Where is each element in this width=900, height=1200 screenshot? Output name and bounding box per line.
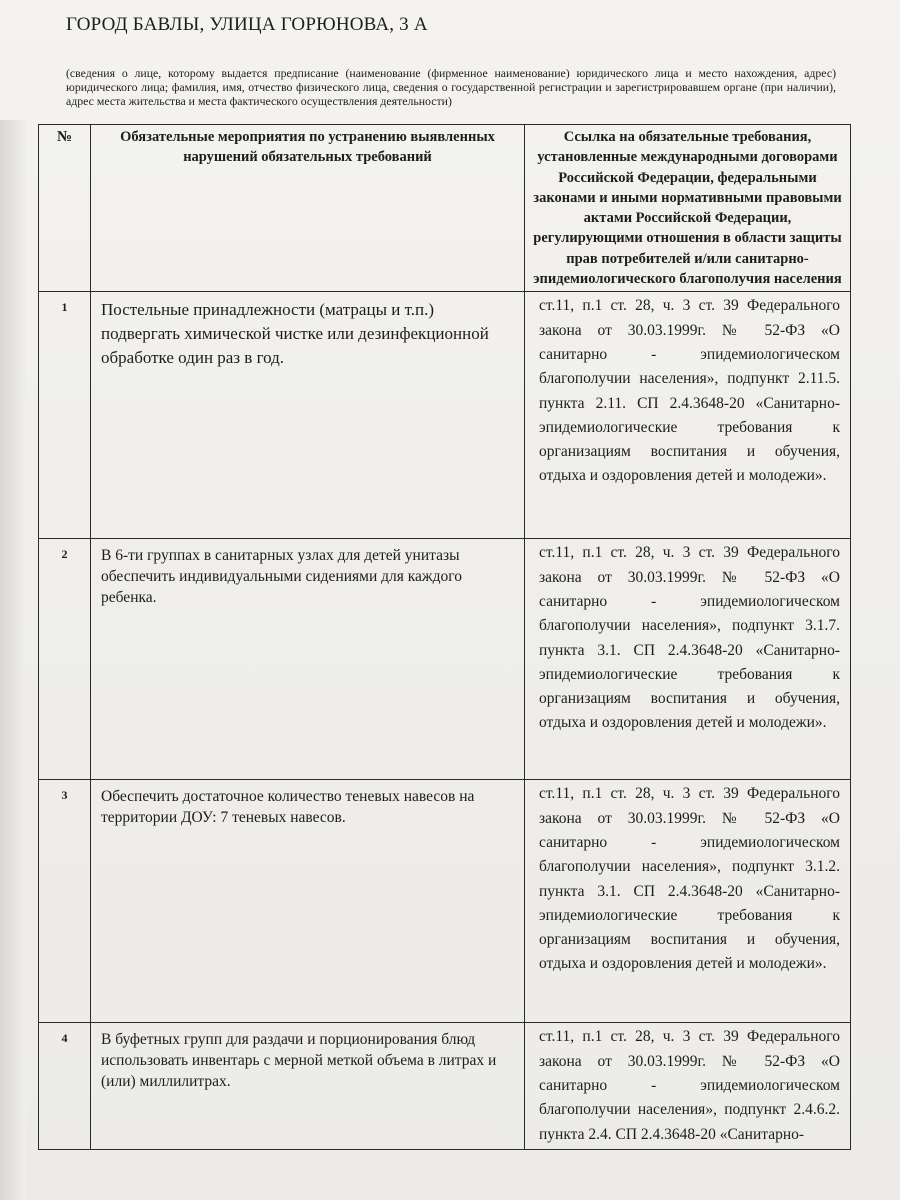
header-measures: Обязательные мероприятия по устранению выявленных нарушений обязательных требований (91, 125, 525, 292)
row-number: 3 (39, 780, 91, 1023)
table-header-row (39, 125, 851, 292)
row-measure: В буфетных групп для раздачи и порционирования блюд использовать инвентарь с мерной меткой объема в литрах и (или) миллилитрах. (91, 1023, 525, 1149)
table-row (39, 780, 851, 1023)
row-reference: ст.11, п.1 ст. 28, ч. 3 ст. 39 Федерального закона от 30.03.1999г. № 52-ФЗ «О санитарно - эпидемиологическом благополучии населения», подпункт 3.1.7. пункта 3.1. СП 2.4.3648-20 «Санитарно-эпидемиологические требования к организациям воспитания и обучения, отдыха и оздоровления детей и молодежи». (525, 539, 851, 780)
address-line: ГОРОД БАВЛЫ, УЛИЦА ГОРЮНОВА, 3 А (66, 14, 428, 35)
row-number: 2 (39, 539, 91, 780)
table-row (39, 292, 851, 539)
header-reference: Ссылка на обязательные требования, установленные международными договорами Российской Федерации, федеральными законами и иными нормативными правовыми актами Российской Федерации, регулирующими отношения в области защиты прав потребителей и/или санитарно-эпидемиологического благополучия населения (525, 125, 851, 292)
requirements-table (38, 124, 851, 1150)
table-row (39, 539, 851, 780)
row-reference: ст.11, п.1 ст. 28, ч. 3 ст. 39 Федерального закона от 30.03.1999г. № 52-ФЗ «О санитарно - эпидемиологическом благополучии населения», подпункт 3.1.2. пункта 3.1. СП 2.4.3648-20 «Санитарно-эпидемиологические требования к организациям воспитания и обучения, отдыха и оздоровления детей и молодежи». (525, 780, 851, 1023)
row-number: 4 (39, 1023, 91, 1149)
row-measure: В 6-ти группах в санитарных узлах для детей унитазы обеспечить индивидуальными сидениями для каждого ребенка. (91, 539, 525, 780)
row-reference: ст.11, п.1 ст. 28, ч. 3 ст. 39 Федерального закона от 30.03.1999г. № 52-ФЗ «О санитарно - эпидемиологическом благополучии населения», подпункт 2.4.6.2. пункта 2.4. СП 2.4.3648-20 «Санитарно- (525, 1023, 851, 1149)
header-number: № (39, 125, 91, 292)
row-reference: ст.11, п.1 ст. 28, ч. 3 ст. 39 Федерального закона от 30.03.1999г. № 52-ФЗ «О санитарно - эпидемиологическом благополучии населения», подпункт 2.11.5. пункта 2.11. СП 2.4.3648-20 «Санитарно-эпидемиологические требования к организациям воспитания и обучения, отдыха и оздоровления детей и молодежи». (525, 292, 851, 539)
address-caption: (сведения о лице, которому выдается предписание (наименование (фирменное наименование) юридического лица и место нахождения, адрес) юридического лица; фамилия, имя, отчество физического лица, сведения о государственной регистрации и зарегистрировавшем органе (при наличии), адрес места жительства и места фактического осуществления деятельности) (66, 66, 836, 109)
row-number: 1 (39, 292, 91, 539)
table-row (39, 1023, 851, 1149)
page-edge-shadow (0, 120, 26, 1200)
row-measure: Постельные принадлежности (матрацы и т.п.) подвергать химической чистке или дезинфекционной обработке один раз в год. (91, 292, 525, 539)
row-measure: Обеспечить достаточное количество теневых навесов на территории ДОУ: 7 теневых навесов. (91, 780, 525, 1023)
